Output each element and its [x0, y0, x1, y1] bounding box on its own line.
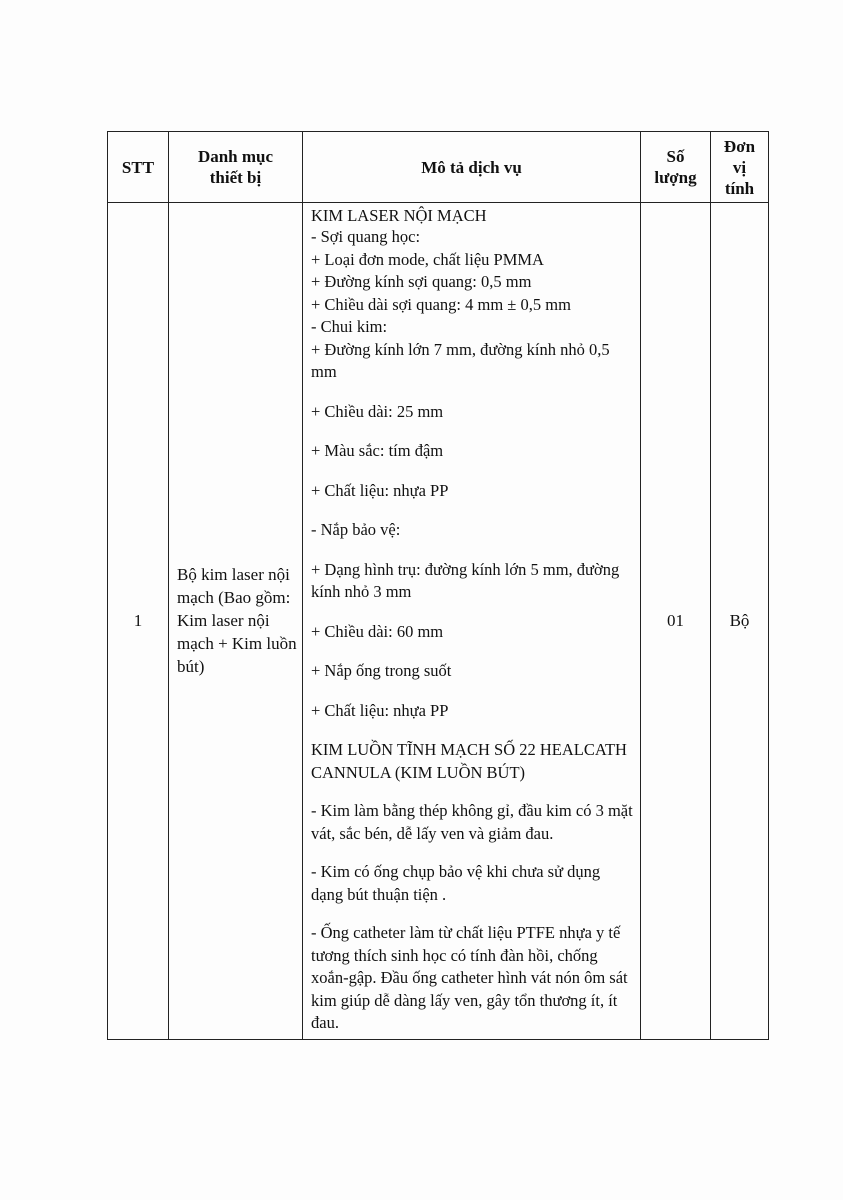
desc-line: - Sợi quang học:	[311, 227, 421, 246]
table-header-row	[108, 132, 769, 203]
desc-line: KIM LUỒN TĨNH MẠCH SỐ 22 HEALCATH CANNULA (KIM LUỒN BÚT)	[311, 740, 627, 782]
desc-line: - Kim làm bằng thép không gỉ, đầu kim có 3 mặt vát, sắc bén, dễ lấy ven và giảm đau.	[311, 801, 633, 843]
header-unit: Đơn vị tính	[711, 132, 769, 203]
header-stt: STT	[108, 132, 169, 203]
desc-line: + Dạng hình trụ: đường kính lớn 5 mm, đường kính nhỏ 3 mm	[311, 559, 620, 601]
desc-line: + Loại đơn mode, chất liệu PMMA	[311, 249, 544, 269]
header-category: Danh mục thiết bị	[169, 132, 303, 203]
desc-line: + Chiều dài: 25 mm	[311, 401, 444, 421]
cell-equipment-name: Bộ kim laser nội mạch (Bao gồm: Kim laser nội mạch + Kim luồn bút)	[169, 203, 303, 1040]
header-description: Mô tả dịch vụ	[303, 132, 641, 203]
desc-line: - Chui kim:	[311, 317, 388, 336]
desc-line: + Chiều dài: 60 mm	[311, 621, 444, 641]
desc-line: + Nắp ống trong suốt	[311, 661, 452, 680]
desc-line: + Chất liệu: nhựa PP	[311, 480, 449, 500]
cell-stt: 1	[108, 203, 169, 1040]
desc-line: + Đường kính lớn 7 mm, đường kính nhỏ 0,5 mm	[311, 339, 610, 381]
header-quantity: Số lượng	[641, 132, 711, 203]
desc-line: - Nắp bảo vệ:	[311, 520, 401, 539]
desc-line: + Đường kính sợi quang: 0,5 mm	[311, 272, 532, 291]
table-row	[108, 203, 769, 1040]
desc-line: - Kim có ống chụp bảo vệ khi chưa sử dụng dạng bút thuận tiện .	[311, 862, 601, 904]
cell-quantity: 01	[641, 203, 711, 1040]
desc-line: KIM LASER NỘI MẠCH	[311, 206, 487, 225]
cell-description	[303, 203, 641, 1040]
desc-line: + Chiều dài sợi quang: 4 mm ± 0,5 mm	[311, 294, 571, 314]
desc-line: - Ống catheter làm từ chất liệu PTFE nhựa y tế tương thích sinh học có tính đàn hồi, chống xoắn-gập. Đầu ống catheter hình vát nón ôm sát kim giúp dễ dàng lấy ven, gây tổn thương ít, ít đau.	[311, 923, 628, 1032]
desc-line: + Màu sắc: tím đậm	[311, 441, 444, 460]
equipment-spec-table	[107, 131, 769, 1040]
cell-unit: Bộ	[711, 203, 769, 1040]
desc-line: + Chất liệu: nhựa PP	[311, 700, 449, 720]
